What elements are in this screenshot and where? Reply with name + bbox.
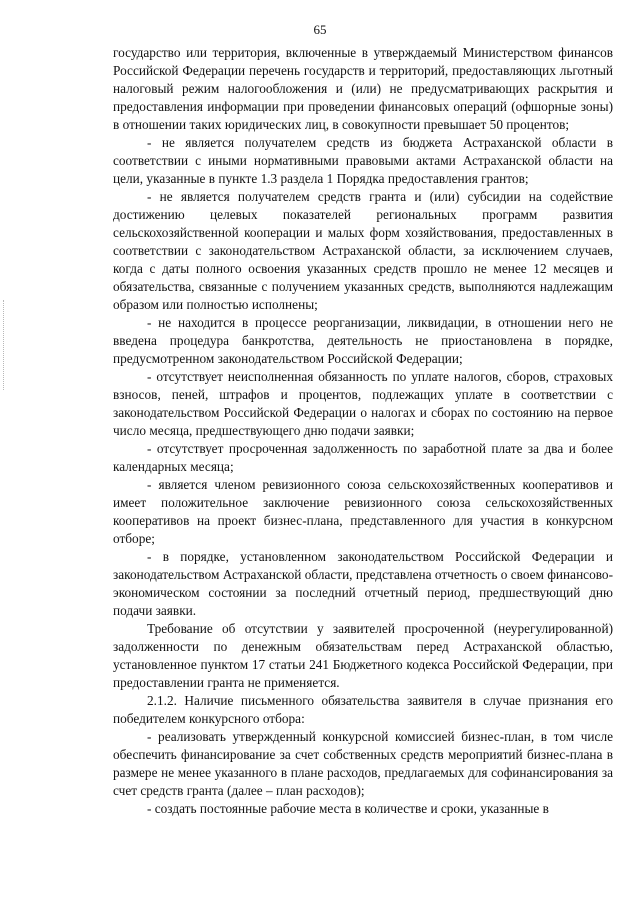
paragraph-create-jobs: - создать постоянные рабочие места в количестве и сроки, указанные в <box>147 801 549 816</box>
paragraph-no-wage-arrears: - отсутствует просроченная задолженность по заработной плате за два и более календарных месяца; <box>113 441 613 474</box>
paragraph-debt-requirement: Требование об отсутствии у заявителей просроченной (неурегулированной) задолженности по денежным обязательствам перед Астраханской областью, установленное пунктом 17 статьи 241 Бюджетного кодекса Российской Федерации, при предоставлении гранта не применяется. <box>113 621 613 690</box>
paragraph-reporting-submitted: - в порядке, установленном законодательством Российской Федерации и законодательством Астраханской области, представлена отчетность о своем финансово-экономическом состоянии за последний отчетный период, предшествующий дню подачи заявки. <box>113 549 613 618</box>
paragraph-no-tax-debt: - отсутствует неисполненная обязанность по уплате налогов, сборов, страховых взносов, пеней, штрафов и процентов, подлежащих уплате в соответствии с законодательством Российской Федерации о налогах и сборах по состоянию на первое число месяца, предшествующего дню подачи заявки; <box>113 369 613 438</box>
paragraph-not-budget-recipient: - не является получателем средств из бюджета Астраханской области в соответствии с иными нормативными правовыми актами Астраханской области на цели, указанные в пункте 1.3 раздела 1 Порядка предоставления грантов; <box>113 135 613 186</box>
paragraph-implement-business-plan: - реализовать утвержденный конкурсной комиссией бизнес-план, в том числе обеспечить финансирование за счет собственных средств мероприятий бизнес-плана в размере не менее указанного в плане расходов, предлагаемых для софинансирования за счет средств гранта (далее – план расходов); <box>113 729 613 798</box>
page-number: 65 <box>313 22 327 37</box>
paragraph-continuation: государство или территория, включенные в утверждаемый Министерством финансов Российской Федерации перечень государств и территорий, предоставляющих льготный налоговый режим налогообложения и (или) не предусматривающих раскрытия и предоставления информации при проведении финансовых операций (офшорные зоны) в отношении таких юридических лиц, в совокупности превышает 50 процентов; <box>113 45 613 132</box>
paragraph-not-reorganizing: - не находится в процессе реорганизации, ликвидации, в отношении него не введена процедура банкротства, деятельность не приостановлена в порядке, предусмотренном законодательством Российской Федерации; <box>113 315 613 366</box>
margin-scan-marks <box>3 300 6 390</box>
paragraph-not-grant-recipient: - не является получателем средств гранта и (или) субсидии на содействие достижению целевых показателей региональных программ развития сельскохозяйственной кооперации и малых форм хозяйствования, предоставленных в соответствии с законодательством Астраханской области, за исключением случаев, когда с даты полного освоения указанных средств прошло не менее 12 месяцев и обязательства, связанные с получением указанных средств, выполняются надлежащим образом или полностью исполнены; <box>113 189 613 312</box>
document-body <box>113 44 613 818</box>
paragraph-section-2-1-2: 2.1.2. Наличие письменного обязательства заявителя в случае признания его победителем конкурсного отбора: <box>113 693 613 726</box>
paragraph-audit-union-member: - является членом ревизионного союза сельскохозяйственных кооперативов и имеет положительное заключение ревизионного союза сельскохозяйственных кооперативов на проект бизнес-плана, представленного для участия в конкурсном отборе; <box>113 477 613 546</box>
